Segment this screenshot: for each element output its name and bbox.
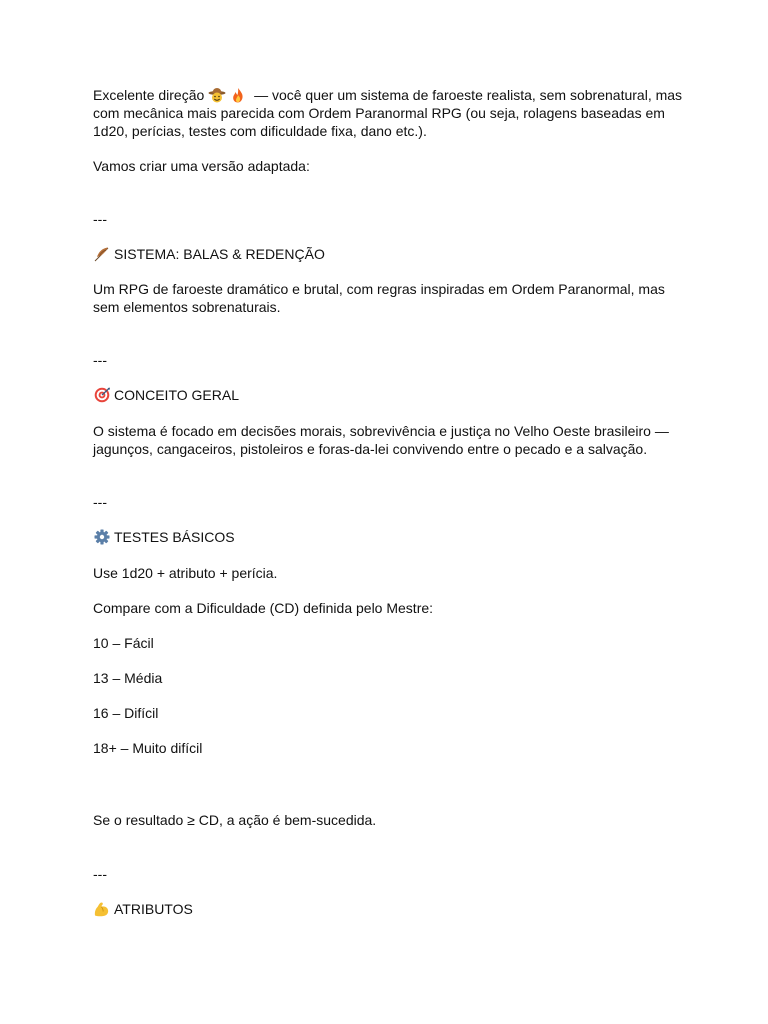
tests-heading: TESTES BÁSICOS [114,529,235,545]
flexed-biceps-icon [93,901,111,917]
tests-success: Se o resultado ≥ CD, a ação é bem-sucedida. [93,812,377,828]
gear-icon [93,529,111,545]
intro-lead: Vamos criar uma versão adaptada: [93,158,310,174]
divider: --- [93,352,107,368]
tests-rule: Use 1d20 + atributo + perícia. [93,565,278,581]
attributes-heading: ATRIBUTOS [114,901,193,917]
concept-description: O sistema é focado em decisões morais, sobrevivência e justiça no Velho Oeste brasileiro — jagunços, cangaceiros, pistoleiros e foras-da-lei convivendo entre o pecado e a salvação. [93,423,669,457]
feather-icon [93,246,111,262]
intro-text-before: Excelente direção [93,87,205,103]
system-heading: SISTEMA: BALAS & REDENÇÃO [114,246,325,262]
system-description: Um RPG de faroeste dramático e brutal, com regras inspiradas em Ordem Paranormal, mas sem elementos sobrenaturais. [93,281,665,315]
intro-text-after: — você quer um sistema de faroeste realista, sem sobrenatural, mas com mecânica mais parecida com Ordem Paranormal RPG (ou seja, rolagens baseadas em 1d20, perícias, testes com dificuldade fixa, dano etc.). [93,87,683,139]
section-heading-concept [93,386,683,404]
divider: --- [93,866,107,882]
difficulty-item: 18+ – Muito difícil [93,740,203,756]
tests-compare: Compare com a Dificuldade (CD) definida pelo Mestre: [93,600,434,616]
intro-paragraph [93,86,683,140]
difficulty-item: 13 – Média [93,670,163,686]
cowboy-face-icon [208,87,226,103]
divider: --- [93,211,107,227]
concept-heading: CONCEITO GERAL [114,387,239,403]
fire-icon [229,87,247,103]
section-heading-tests [93,528,683,546]
difficulty-item: 10 – Fácil [93,635,154,651]
divider: --- [93,494,107,510]
section-heading-attributes [93,900,683,918]
section-heading-system [93,245,683,263]
difficulty-item: 16 – Difícil [93,705,159,721]
target-icon [93,387,111,403]
